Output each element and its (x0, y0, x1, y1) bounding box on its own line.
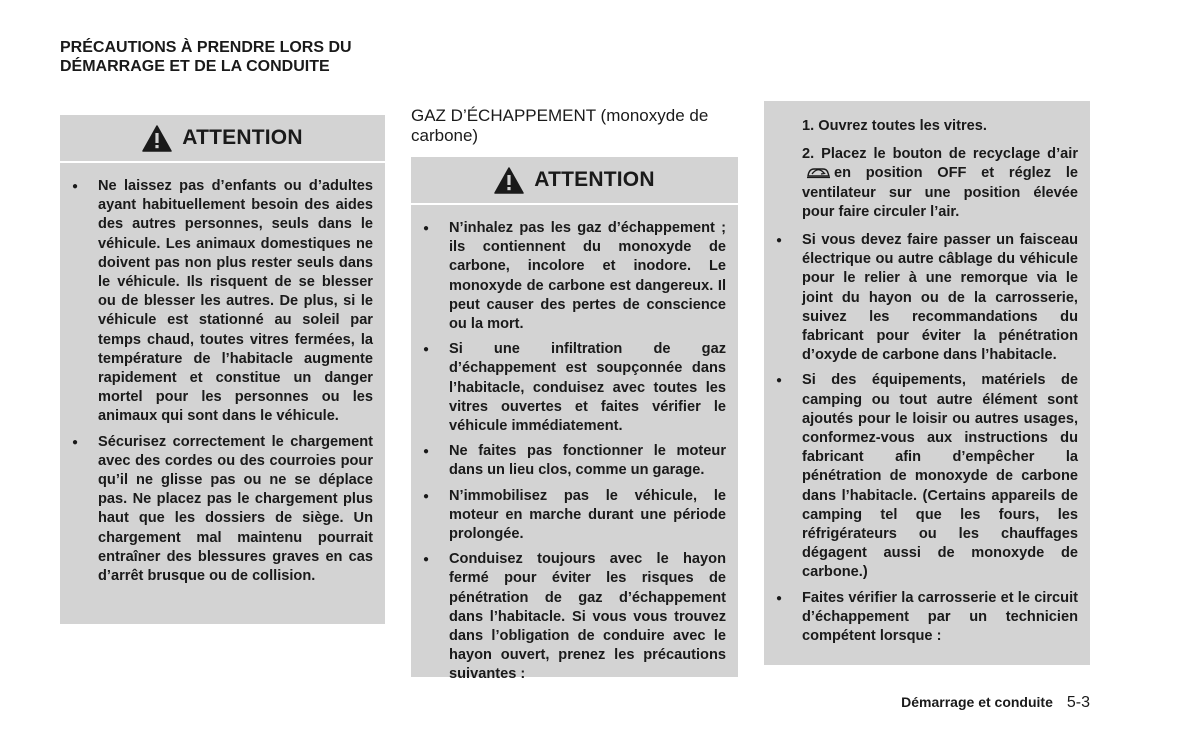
warning-item: ● Si une infiltration de gaz d’échappement est soupçonnée dans l’habitacle, conduisez avec toutes les vitres ouvertes et faites vérifier le véhicule immédiatement. (411, 340, 726, 436)
warning-item: ● N’immobilisez pas le véhicule, le moteur en marche durant une période prolongée. (411, 487, 726, 545)
air-recirculation-icon (805, 165, 831, 179)
warning-title: ATTENTION (534, 168, 655, 192)
warning-list (60, 177, 373, 586)
warning-item: ● Si vous devez faire passer un faisceau électrique ou autre câblage du véhicule pour le relier à une remorque via le joint du hayon ou de la carrosserie, suivez les recommandations du fabricant pour éviter la pénétration d’oxyde de carbone dans l’habitacle. (764, 231, 1078, 365)
warning-title: ATTENTION (182, 126, 303, 150)
warning-item: ● Conduisez toujours avec le hayon fermé pour éviter les risques de pénétration de gaz d’échappement dans l’habitacle. Si vous vous trouvez dans l’obligation de conduire avec le hayon ouvert, prenez les précautions suivantes : (411, 550, 726, 684)
warning-box-header (60, 115, 385, 163)
step-2-text-start: 2. Placez le bouton de recyclage d’air (802, 146, 1078, 163)
page-number: 5-3 (1066, 694, 1090, 711)
warning-item: ● Si des équipements, matériels de camping ou tout autre élément sont ajoutés pour le loisir ou autres usages, conformez-vous aux instructions du fabricant afin d’empêcher la pénétration de monoxyde de carbone dans l’habitacle. (Certains appareils de camping tel que les fours, les réfrigérateurs ou les chauffages dégagent aussi de monoxyde de carbone.) (764, 371, 1078, 582)
warning-item: ● N’inhalez pas les gaz d’échappement ; ils contiennent du monoxyde de carbone, incolore et inodore. Le monoxyde de carbone est dangereux. Il peut causer des pertes de conscience ou la mort. (411, 219, 726, 334)
warning-item: ● Faites vérifier la carrosserie et le circuit d’échappement par un technicien compétent lorsque : (764, 589, 1078, 647)
precaution-steps (764, 117, 1078, 222)
step-2-text-end: en position OFF et réglez le ventilateur sur une position élevée pour faire circuler l’air. (802, 165, 1078, 220)
warning-list (411, 219, 726, 685)
exhaust-gas-heading: GAZ D’ÉCHAPPEMENT (monoxyde de carbone) (411, 106, 709, 145)
warning-triangle-icon (494, 167, 524, 194)
warning-item: ● Ne laissez pas d’enfants ou d’adultes ayant habituellement besoin des aides des autres personnes, seuls dans le véhicule. Les animaux domestiques ne doivent pas non plus rester seuls dans le véhicule. Ils risquent de se blesser ou de blesser les autres. De plus, si le véhicule est stationné au soleil par temps chaud, toutes vitres fermées, la température de l’habitacle augmente rapidement et constitue un danger mortel pour les personnes ou les animaux qui sont dans le véhicule. (60, 177, 373, 427)
warning-box-header (411, 157, 738, 205)
section-heading: PRÉCAUTIONS À PRENDRE LORS DU DÉMARRAGE ET DE LA CONDUITE (60, 39, 352, 75)
warning-box-exhaust-gas (411, 157, 738, 683)
warning-list (764, 231, 1078, 646)
footer-section-name: Démarrage et conduite (901, 694, 1053, 710)
warning-box-continued (764, 101, 1090, 665)
step-1: 1. Ouvrez toutes les vitres. (802, 118, 987, 134)
step-2 (802, 145, 1078, 222)
warning-item: ● Sécurisez correctement le chargement avec des cordes ou des courroies pour qu’il ne glisse pas ou ne se déplace pas. Ne placez pas le chargement plus haut que les dossiers de siège. Un chargement mal maintenu pourrait entraîner des blessures graves en cas d’arrêt brusque ou de collision. (60, 433, 373, 587)
warning-triangle-icon (142, 125, 172, 152)
page-footer (800, 694, 1090, 712)
warning-item: ● Ne faites pas fonctionner le moteur dans un lieu clos, comme un garage. (411, 442, 726, 480)
warning-box-children-cargo (60, 115, 385, 624)
